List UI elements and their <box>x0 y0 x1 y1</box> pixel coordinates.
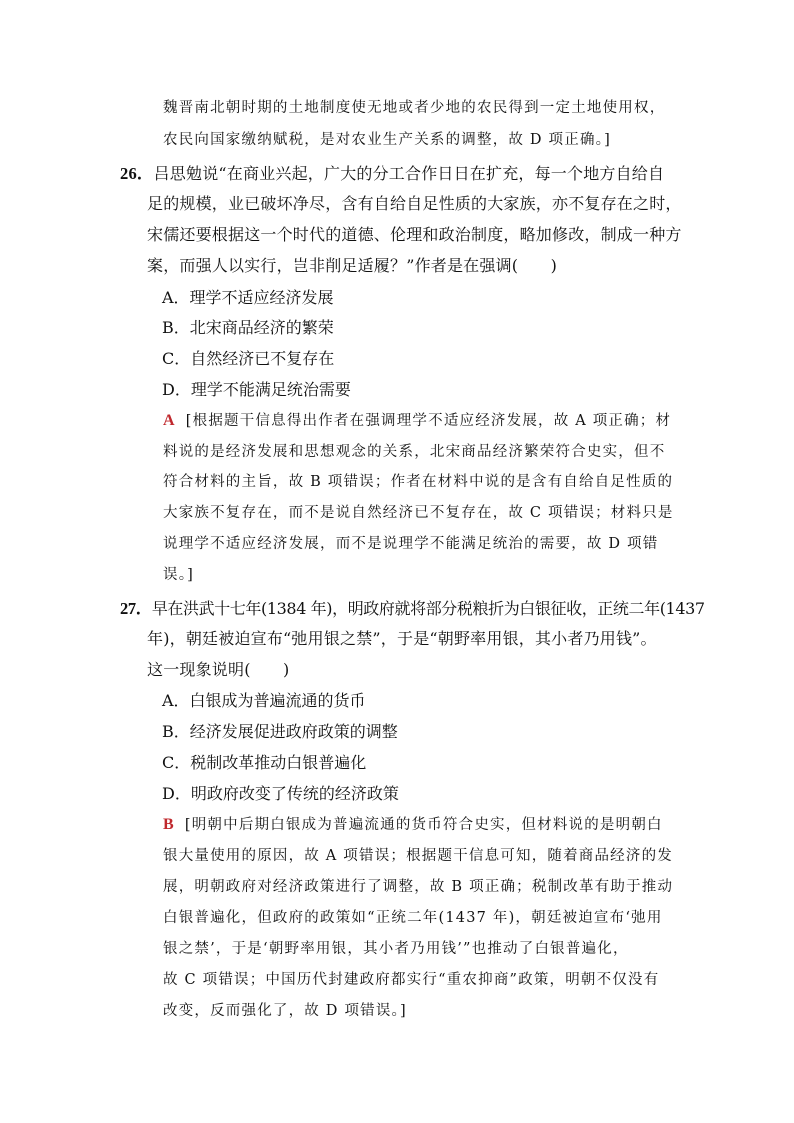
prev-explanation-line: 魏晋南北朝时期的土地制度使无地或者少地的农民得到一定土地使用权， <box>163 100 666 116</box>
prev-explanation-line: 农民向国家缴纳赋税，是对农业生产关系的调整，故 D 项正确。] <box>163 132 611 148</box>
question-26-explanation-line: 大家族不复存在，而不是说自然经济已不复存在，故 C 项错误；材料只是 <box>163 505 674 521</box>
question-27-number: 27． <box>120 599 152 618</box>
question-26-answer: A <box>163 412 176 429</box>
question-27-explanation-line: 改变，反而强化了，故 D 项错误。] <box>163 1003 407 1019</box>
question-27-explanation-line: B [明朝中后期白银成为普遍流通的货币符合史实，但材料说的是明朝白 <box>163 816 663 833</box>
question-27-answer: B <box>163 816 175 833</box>
question-26-explanation-line: 误。] <box>163 567 195 583</box>
question-27-explanation-line: 白银普遍化，但政府的政策如“正统二年(1437 年)，朝廷被迫宣布‘弛用 <box>163 910 663 926</box>
question-26-stem-line: 足的规模，业已破坏净尽，含有自给自足性质的大家族，亦不复存在之时， <box>147 194 682 213</box>
question-27-explanation-line: 故 C 项错误；中国历代封建政府都实行“重农抑商”政策，明朝不仅没有 <box>163 972 660 988</box>
question-26-option-c: C．自然经济已不复存在 <box>162 349 335 368</box>
question-26-option-a: A．理学不适应经济发展 <box>162 288 334 307</box>
question-26-explanation-line: 料说的是经济发展和思想观念的关系，北宋商品经济繁荣符合史实，但不 <box>163 444 666 460</box>
question-27-stem-line: 年)，朝廷被迫宣布“弛用银之禁”，于是“朝野率用银，其小者乃用钱”。 <box>147 629 657 648</box>
question-26-option-b: B．北宋商品经济的繁荣 <box>162 318 334 337</box>
question-27-option-d: D．明政府改变了传统的经济政策 <box>162 784 399 803</box>
question-27-option-a: A．白银成为普遍流通的货币 <box>162 691 366 710</box>
question-26-number: 26． <box>120 164 154 183</box>
question-26-stem-line: 案，而强人以实行，岂非削足适履？”作者是在强调( ) <box>147 256 558 275</box>
question-27-explanation-line: 展，明朝政府对经济政策进行了调整，故 B 项正确；税制改革有助于推动 <box>163 879 674 895</box>
question-26-explanation-line: 说理学不适应经济发展，而不是说理学不能满足统治的需要，故 D 项错 <box>163 536 659 552</box>
question-27-stem-line: 这一现象说明( ) <box>147 660 290 679</box>
question-26-stem-line: 宋儒还要根据这一个时代的道德、伦理和政治制度，略加修改，制成一种方 <box>147 225 682 244</box>
question-27-stem-line: 27．早在洪武十七年(1384 年)，明政府就将部分税粮折为白银征收，正统二年(1437 <box>120 599 705 618</box>
question-26-option-d: D．理学不能满足统治需要 <box>162 380 351 399</box>
question-26-explanation-line: 符合材料的主旨，故 B 项错误；作者在材料中说的是含有自给自足性质的 <box>163 474 674 490</box>
question-27-explanation-line: 银之禁’，于是‘朝野率用银，其小者乃用钱’”也推动了白银普遍化， <box>163 941 629 957</box>
question-27-explanation-line: 银大量使用的原因，故 A 项错误；根据题干信息可知，随着商品经济的发 <box>163 848 673 864</box>
question-27-option-b: B．经济发展促进政府政策的调整 <box>162 722 398 741</box>
question-27-option-c: C．税制改革推动白银普遍化 <box>162 753 367 772</box>
question-26-stem-line: 26．吕思勉说“在商业兴起，广大的分工合作日日在扩充，每一个地方自给自 <box>120 164 665 183</box>
question-26-explanation-line: A [根据题干信息得出作者在强调理学不适应经济发展，故 A 项正确；材 <box>163 412 672 429</box>
